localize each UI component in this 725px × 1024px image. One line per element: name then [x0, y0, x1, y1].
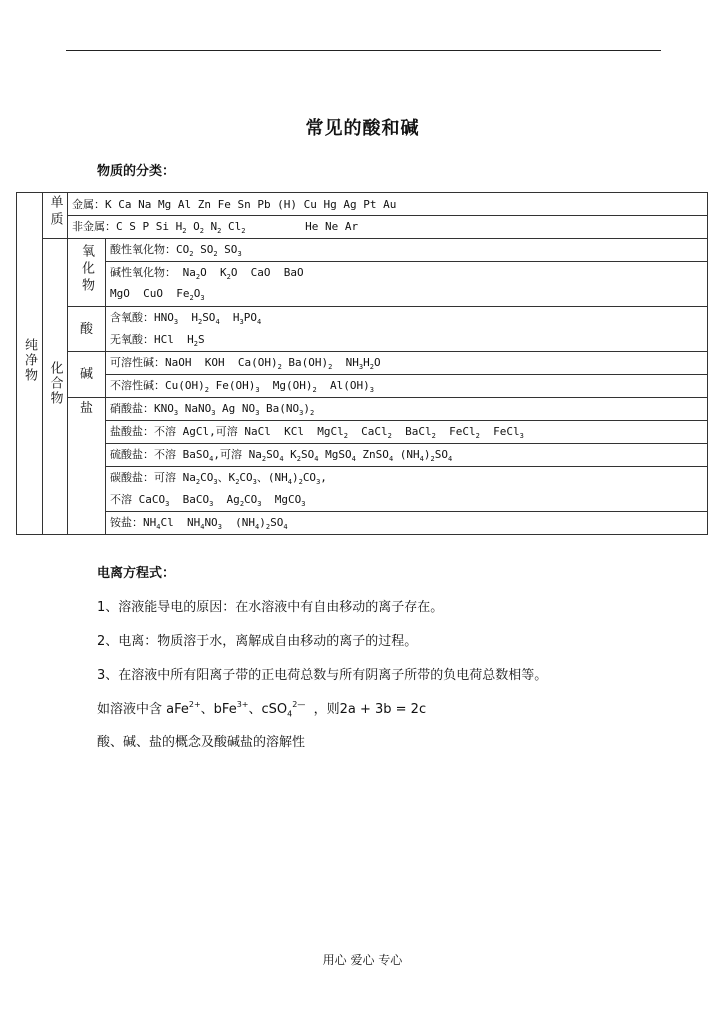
- non-oxy-acids-row: 无氧酸：HCl $H_2S$: [106, 329, 708, 352]
- acid-cell: 酸: [68, 307, 106, 352]
- oxy-acids-row: 含氧酸：$HNO_3$ $H_2SO_4$ $H_3PO_4$: [106, 307, 708, 330]
- sulfates-row: 硫酸盐：不溶 BaSO$_4$,可溶 $Na_2SO_4$ $K_2SO_4$ MgSO$_4$ ZnSO$_4$ $(NH_4)_2SO_4$: [106, 444, 708, 467]
- salt-cell: 盐: [68, 398, 106, 535]
- section-ionization-heading: 电离方程式：: [97, 566, 176, 581]
- chlorides-row: 盐酸盐：不溶 AgCl,可溶 NaCl KCl MgCl$_2$ CaCl$_2$ BaCl$_2$ FeCl$_2$ FeCl$_3$: [106, 421, 708, 444]
- carbonates-row-2: 不溶 CaCO$_3$ BaCO$_3$ $Ag_2CO_3$ MgCO$_3$: [106, 489, 708, 512]
- soluble-bases-row: 可溶性碱：NaOH KOH $Ca(OH)_2$ $Ba(OH)_2$ $NH_3H_2O$: [106, 352, 708, 375]
- paragraph-1: 1、溶液能导电的原因：在水溶液中有自由移动的离子存在。: [97, 600, 444, 615]
- classification-table: [16, 192, 708, 535]
- acidic-oxides-row: 酸性氧化物：$CO_2$ $SO_2$ $SO_3$: [106, 239, 708, 262]
- compound-cell: 化合物: [43, 239, 68, 535]
- insoluble-bases-row: 不溶性碱：$Cu(OH)_2$ $Fe(OH)_3$ $Mg(OH)_2$ $Al(OH)_3$: [106, 375, 708, 398]
- paragraph-2: 2、电离：物质溶于水，离解成自由移动的离子的过程。: [97, 634, 418, 649]
- nonmetals-row: 非金属：C S P Si $H_2$ $O_2$ $N_2$ $Cl_2$ He Ne Ar: [68, 216, 708, 239]
- page-title: 常见的酸和碱: [305, 118, 420, 139]
- example-line: 如溶液中含 aFe$^{2+}$、bFe$^{3+}$、cSO$_4^{2—}$ ，则2a + 3b = 2c: [97, 700, 427, 719]
- closing-line: 酸、碱、盐的概念及酸碱盐的溶解性: [97, 735, 306, 750]
- paragraph-3: 3、在溶液中所有阳离子带的正电荷总数与所有阴离子所带的负电荷总数相等。: [97, 668, 548, 683]
- pure-substance-cell: 纯净物: [17, 193, 43, 535]
- ammonium-row: 铵盐：$NH_4Cl$ $NH_4NO_3$ $(NH_4)_2SO_4$: [106, 512, 708, 535]
- nitrates-row: 硝酸盐：$KNO_3$ NaNO$_3$ Ag $NO_3$ $Ba(NO_3)_2$: [106, 398, 708, 421]
- base-cell: 碱: [68, 352, 106, 398]
- basic-oxides-row: 碱性氧化物： $Na_2O$ $K_2O$ CaO BaO: [106, 262, 708, 285]
- basic-oxides-row-2: MgO CuO $Fe_2O_3$: [106, 284, 708, 307]
- section-classification-heading: 物质的分类：: [97, 164, 176, 179]
- oxide-cell: 氧化物: [68, 239, 106, 307]
- elemental-cell: 单质: [43, 193, 68, 239]
- header-rule: [66, 50, 661, 51]
- carbonates-row: 碳酸盐：可溶 $Na_2CO_3$、$K_2CO_3$、$(NH_4)_2CO_3$,: [106, 467, 708, 490]
- footer: 用心 爱心 专心: [322, 953, 403, 967]
- metals-row: 金属：K Ca Na Mg Al Zn Fe Sn Pb (H) Cu Hg Ag Pt Au: [68, 193, 708, 216]
